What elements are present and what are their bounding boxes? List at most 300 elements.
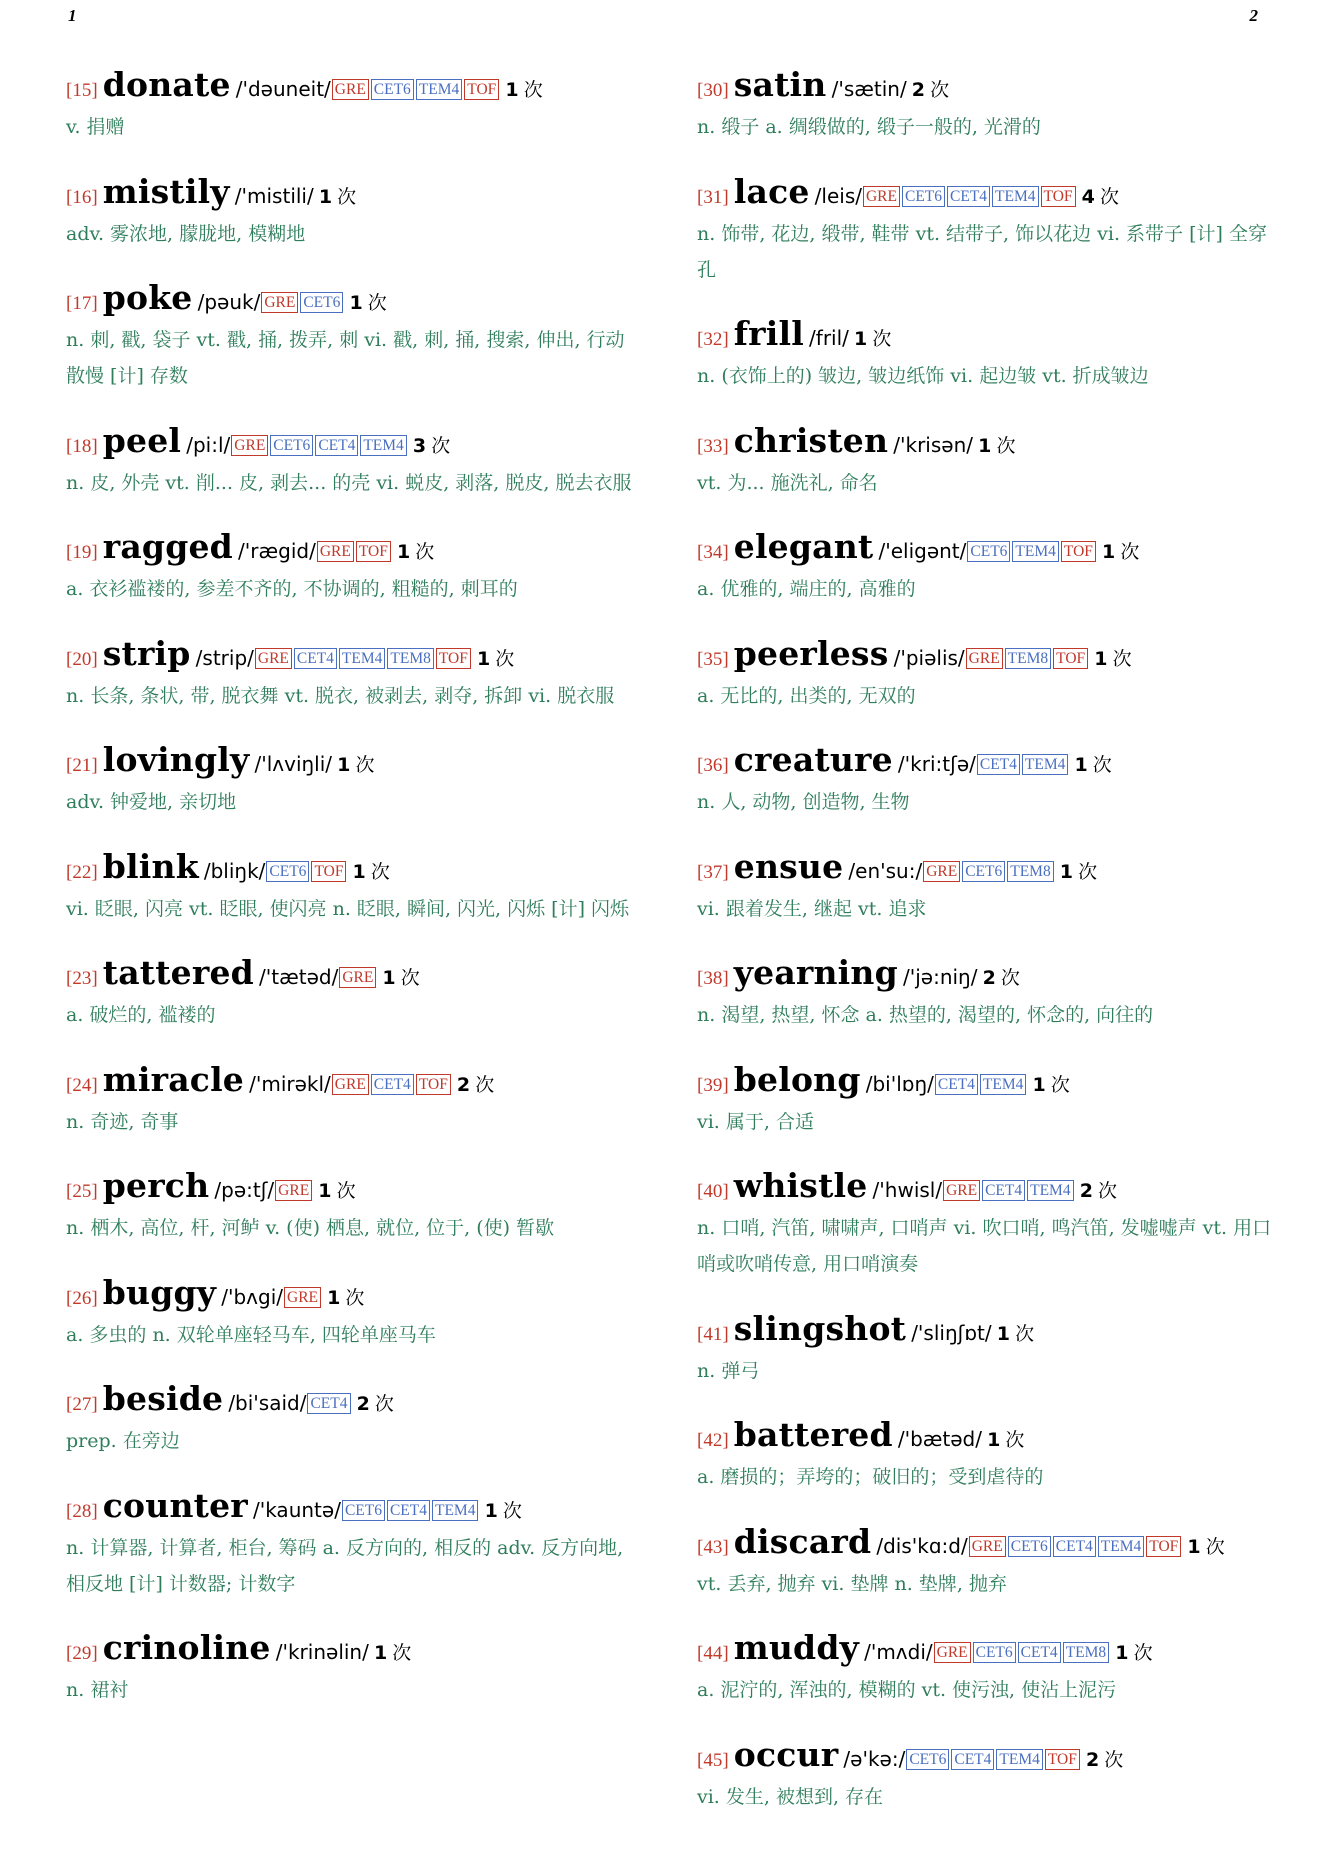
entry-headline — [66, 65, 636, 108]
definition: n. 栖木, 高位, 杆, 河鲈 v. (使) 栖息, 就位, 位于, (使) 暂歇 — [66, 1217, 555, 1239]
phonetic: /'bætəd/ — [897, 1427, 982, 1451]
definition: a. 无比的, 出类的, 无双的 — [697, 684, 916, 707]
headword: muddy — [733, 1628, 859, 1667]
count-suffix: 次 — [475, 1073, 495, 1096]
definition: vt. 丢弃, 抛弃 vi. 垫牌 n. 垫牌, 抛弃 — [697, 1572, 1007, 1595]
phonetic: /'kri:tʃə/ — [897, 752, 976, 776]
definition: a. 磨损的；弄垮的；破旧的；受到虐待的 — [697, 1466, 1044, 1488]
phonetic: /dis'kɑ:d/ — [876, 1533, 968, 1558]
occurrence-count: 1 — [996, 1322, 1010, 1345]
occurrence-count: 1 — [1094, 647, 1108, 670]
headword: battered — [733, 1415, 893, 1454]
phonetic: /'krinəlin/ — [275, 1640, 369, 1664]
definition: vi. 发生, 被想到, 存在 — [697, 1785, 884, 1808]
entry-headline — [697, 1166, 1277, 1209]
phonetic: /pi:l/ — [186, 432, 231, 457]
occurrence-count: 1 — [349, 292, 363, 314]
phonetic: /'tætəd/ — [259, 965, 339, 989]
exam-tag-tem4: TEM4 — [1022, 754, 1068, 775]
phonetic: /'lʌviŋli/ — [254, 752, 333, 776]
exam-tag-tem4: TEM4 — [1098, 1536, 1144, 1557]
definition: n. 奇迹, 奇事 — [66, 1110, 179, 1133]
exam-tag-cet6: CET6 — [1008, 1536, 1051, 1557]
phonetic: /bi'lɒŋ/ — [865, 1071, 934, 1096]
entry-index: [37] — [697, 861, 729, 883]
headword: whistle — [733, 1166, 868, 1205]
entry-headline — [66, 846, 636, 890]
exam-tag-cet4: CET4 — [387, 1500, 430, 1521]
count-suffix: 次 — [1205, 1535, 1225, 1558]
headword: poke — [102, 278, 193, 317]
occurrence-count: 1 — [373, 1642, 388, 1664]
entry-headline — [697, 1734, 1277, 1778]
occurrence-count: 1 — [978, 434, 992, 457]
phonetic: /en'su:/ — [848, 858, 923, 883]
headword: beside — [102, 1379, 224, 1418]
occurrence-count: 1 — [318, 1180, 332, 1202]
occurrence-count: 1 — [1102, 541, 1116, 563]
phonetic: /leis/ — [814, 183, 862, 208]
headword: donate — [102, 65, 231, 104]
count-suffix: 次 — [431, 434, 451, 457]
occurrence-count: 1 — [1032, 1073, 1046, 1096]
entry-index: [24] — [66, 1074, 98, 1096]
exam-tag-gre: GRE — [863, 186, 900, 207]
occurrence-count: 1 — [318, 185, 333, 208]
entry-index: [44] — [697, 1643, 729, 1664]
entry-index: [32] — [697, 329, 729, 350]
entry-headline — [66, 953, 636, 996]
exam-tag-gre: GRE — [275, 1180, 312, 1201]
vocab-entry — [697, 314, 1277, 394]
exam-tag-cet4: CET4 — [1053, 1536, 1096, 1557]
vocab-entry — [697, 1308, 1277, 1389]
entry-index: [16] — [66, 186, 98, 208]
count-suffix: 次 — [367, 292, 387, 314]
count-suffix: 次 — [415, 541, 435, 563]
vocab-entry — [66, 953, 636, 1033]
entry-index: [22] — [66, 861, 98, 883]
count-suffix: 次 — [374, 1393, 394, 1415]
count-suffix: 次 — [495, 647, 515, 670]
occurrence-count: 2 — [1079, 1180, 1093, 1202]
left-column — [66, 65, 636, 1738]
entry-index: [45] — [697, 1749, 729, 1771]
count-suffix: 次 — [1015, 1322, 1035, 1345]
entry-index: [25] — [66, 1181, 98, 1202]
definition: adv. 钟爱地, 亲切地 — [66, 791, 237, 813]
entry-index: [19] — [66, 542, 98, 563]
definition: n. 皮, 外壳 vt. 削... 皮, 剥去... 的壳 vi. 蜕皮, 剥落, 脱皮, 脱去衣服 — [66, 471, 632, 494]
headword: mistily — [102, 171, 230, 211]
entry-index: [15] — [66, 80, 98, 101]
entry-headline — [66, 1166, 636, 1209]
phonetic: /'mʌdi/ — [864, 1640, 933, 1664]
exam-tag-tof: TOF — [311, 861, 346, 882]
count-suffix: 次 — [1000, 967, 1020, 989]
occurrence-count: 2 — [1085, 1748, 1100, 1771]
exam-tag-cet4: CET4 — [315, 435, 358, 456]
headword: perch — [102, 1166, 210, 1205]
exam-tag-tem4: TEM4 — [416, 79, 462, 100]
entry-headline — [66, 1379, 636, 1422]
occurrence-count: 1 — [352, 860, 366, 883]
exam-tag-cet4: CET4 — [371, 1074, 414, 1095]
definition: prep. 在旁边 — [66, 1430, 180, 1452]
exam-tag-tem4: TEM4 — [432, 1500, 478, 1521]
exam-tag-gre: GRE — [231, 435, 268, 456]
entry-index: [34] — [697, 542, 729, 563]
exam-tag-tem4: TEM4 — [1012, 541, 1058, 562]
exam-tag-gre: GRE — [339, 967, 376, 988]
entry-index: [28] — [66, 1500, 98, 1522]
count-suffix: 次 — [1112, 647, 1132, 670]
vocab-entry — [66, 65, 636, 145]
entry-headline — [697, 1521, 1277, 1565]
exam-tag-tem4: TEM4 — [360, 435, 406, 456]
exam-tag-cet4: CET4 — [294, 648, 337, 669]
phonetic: /'krisən/ — [893, 432, 974, 457]
exam-tag-tof: TOF — [1053, 648, 1088, 669]
entry-headline — [697, 171, 1277, 215]
entry-headline — [697, 1628, 1277, 1671]
phonetic: /'mirəkl/ — [249, 1071, 331, 1096]
count-suffix: 次 — [1078, 860, 1098, 883]
entry-headline — [66, 420, 636, 464]
exam-tag-tem4: TEM4 — [996, 1749, 1042, 1770]
vocab-entry — [697, 1521, 1277, 1602]
exam-tag-cet4: CET4 — [982, 1180, 1025, 1201]
phonetic: /bliŋk/ — [203, 858, 266, 883]
phonetic: /'kauntə/ — [252, 1497, 341, 1522]
exam-tag-cet4: CET4 — [951, 1749, 994, 1770]
count-suffix: 次 — [400, 967, 420, 989]
page-number-right: 2 — [1249, 6, 1258, 25]
headword: ragged — [102, 527, 233, 566]
entry-headline — [66, 1272, 636, 1316]
exam-tag-cet6: CET6 — [967, 541, 1010, 562]
phonetic: /pəuk/ — [197, 290, 261, 314]
phonetic: /'dəuneit/ — [235, 77, 331, 101]
vocab-entry — [697, 65, 1277, 145]
vocab-entry — [697, 1734, 1277, 1815]
entry-index: [17] — [66, 293, 98, 314]
headword: christen — [733, 420, 889, 460]
definition: a. 优雅的, 端庄的, 高雅的 — [697, 578, 916, 600]
definition: a. 泥泞的, 浑浊的, 模糊的 vt. 使污浊, 使沾上泥污 — [697, 1679, 1117, 1701]
count-suffix: 次 — [392, 1642, 412, 1664]
exam-tag-tof: TOF — [356, 541, 391, 562]
vocab-entry — [697, 420, 1277, 501]
page-number-left: 1 — [68, 6, 77, 25]
headword: ensue — [733, 846, 844, 886]
vocab-entry — [66, 1059, 636, 1140]
occurrence-count: 1 — [396, 541, 411, 563]
entry-headline — [697, 527, 1277, 570]
exam-tag-gre: GRE — [966, 648, 1003, 669]
exam-tag-gre: GRE — [261, 292, 298, 313]
vocab-entry — [697, 740, 1277, 820]
vocab-entry — [66, 1272, 636, 1353]
vocab-entry — [66, 633, 636, 714]
exam-tag-cet6: CET6 — [973, 1642, 1016, 1663]
count-suffix: 次 — [523, 79, 543, 101]
definition: n. 刺, 戳, 袋子 vt. 戳, 捅, 拨弄, 刺 vi. 戳, 刺, 捅, 搜索, 伸出, 行动散慢 [计] 存数 — [66, 329, 625, 387]
exam-tag-tem8: TEM8 — [1063, 1642, 1109, 1663]
definition: n. 渴望, 热望, 怀念 a. 热望的, 渴望的, 怀念的, 向往的 — [697, 1004, 1154, 1026]
headword: peel — [102, 420, 182, 460]
phonetic: /strip/ — [195, 645, 254, 670]
occurrence-count: 1 — [1059, 860, 1074, 883]
occurrence-count: 2 — [911, 79, 926, 101]
count-suffix: 次 — [996, 434, 1016, 457]
phonetic: /'bʌgi/ — [221, 1284, 283, 1309]
headword: miracle — [102, 1059, 244, 1099]
exam-tag-cet4: CET4 — [1018, 1642, 1061, 1663]
exam-tag-gre: GRE — [317, 541, 354, 562]
definition: vt. 为... 施洗礼, 命名 — [697, 471, 878, 494]
entry-headline — [697, 314, 1277, 357]
definition: n. 缎子 a. 绸缎做的, 缎子一般的, 光滑的 — [697, 116, 1041, 138]
count-suffix: 次 — [1050, 1073, 1070, 1096]
exam-tag-tof: TOF — [464, 79, 499, 100]
headword: frill — [733, 314, 804, 353]
entry-index: [27] — [66, 1394, 98, 1415]
definition: v. 捐赠 — [66, 116, 125, 138]
entry-index: [39] — [697, 1074, 729, 1096]
exam-tag-cet4: CET4 — [977, 754, 1020, 775]
headword: discard — [733, 1521, 872, 1561]
occurrence-count: 3 — [412, 434, 427, 457]
exam-tag-tem8: TEM8 — [387, 648, 433, 669]
entry-headline — [697, 1415, 1277, 1458]
exam-tag-gre: GRE — [332, 1074, 369, 1095]
exam-tag-tem4: TEM4 — [980, 1074, 1026, 1095]
headword: strip — [102, 633, 191, 673]
headword: lace — [733, 171, 810, 211]
count-suffix: 次 — [370, 860, 390, 883]
entry-index: [30] — [697, 80, 729, 101]
entry-index: [33] — [697, 435, 729, 457]
count-suffix: 次 — [1098, 1180, 1118, 1202]
occurrence-count: 1 — [382, 967, 396, 989]
vocab-entry — [66, 846, 636, 927]
headword: belong — [733, 1059, 861, 1099]
headword: creature — [733, 740, 893, 779]
count-suffix: 次 — [1005, 1429, 1025, 1451]
vocab-entry — [66, 1628, 636, 1708]
entry-index: [40] — [697, 1181, 729, 1202]
vocab-entry — [66, 527, 636, 607]
exam-tag-cet4: CET4 — [307, 1393, 350, 1414]
exam-tag-gre: GRE — [332, 79, 369, 100]
definition: n. 长条, 条状, 带, 脱衣舞 vt. 脱衣, 被剥去, 剥夺, 拆卸 vi. 脱衣服 — [66, 684, 615, 707]
entry-headline — [697, 1059, 1277, 1103]
entry-index: [35] — [697, 648, 729, 670]
exam-tag-tem8: TEM8 — [1007, 861, 1053, 882]
phonetic: /'eligənt/ — [878, 539, 967, 563]
phonetic: /'sliŋʃɒt/ — [911, 1320, 992, 1345]
entry-headline — [697, 740, 1277, 783]
vocab-entry — [697, 846, 1277, 927]
phonetic: /ə'kə:/ — [843, 1746, 906, 1771]
occurrence-count: 2 — [356, 1393, 370, 1415]
entry-headline — [697, 420, 1277, 464]
occurrence-count: 1 — [987, 1429, 1001, 1451]
entry-index: [42] — [697, 1430, 729, 1451]
exam-tag-cet6: CET6 — [266, 861, 309, 882]
right-column — [697, 65, 1277, 1844]
count-suffix: 次 — [1120, 541, 1140, 563]
headword: tattered — [102, 953, 254, 992]
entry-index: [18] — [66, 435, 98, 457]
vocab-entry — [697, 171, 1277, 288]
exam-tag-tof: TOF — [436, 648, 471, 669]
definition: n. 口哨, 汽笛, 啸啸声, 口哨声 vi. 吹口哨, 鸣汽笛, 发嘘嘘声 vt. 用口哨或吹哨传意, 用口哨演奏 — [697, 1217, 1272, 1275]
headword: blink — [102, 846, 199, 886]
vocab-entry — [697, 1059, 1277, 1140]
count-suffix: 次 — [502, 1499, 522, 1522]
entry-headline — [66, 1059, 636, 1103]
count-suffix: 次 — [1133, 1642, 1153, 1664]
vocab-entry — [697, 633, 1277, 714]
entry-headline — [66, 1628, 636, 1671]
occurrence-count: 1 — [1187, 1535, 1201, 1558]
headword: peerless — [733, 633, 889, 673]
exam-tag-tem4: TEM4 — [339, 648, 385, 669]
exam-tag-cet4: CET4 — [947, 186, 990, 207]
exam-tag-cet6: CET6 — [270, 435, 313, 456]
exam-tag-tem4: TEM4 — [992, 186, 1038, 207]
exam-tag-cet6: CET6 — [902, 186, 945, 207]
vocab-entry — [697, 1628, 1277, 1708]
headword: yearning — [733, 953, 898, 992]
vocab-entry — [66, 1485, 636, 1602]
entry-headline — [697, 633, 1277, 677]
count-suffix: 次 — [1099, 185, 1119, 208]
definition: n. 裙衬 — [66, 1679, 129, 1701]
definition: vi. 跟着发生, 继起 vt. 追求 — [697, 897, 927, 920]
entry-headline — [697, 1308, 1277, 1352]
entry-index: [36] — [697, 755, 729, 776]
headword: buggy — [102, 1272, 217, 1312]
occurrence-count: 1 — [484, 1499, 498, 1522]
count-suffix: 次 — [872, 328, 892, 350]
entry-headline — [66, 171, 636, 215]
exam-tag-tof: TOF — [1045, 1749, 1080, 1770]
entry-index: [26] — [66, 1287, 98, 1309]
vocab-entry — [66, 278, 636, 394]
count-suffix: 次 — [345, 1286, 365, 1309]
vocab-entry — [66, 420, 636, 501]
occurrence-count: 1 — [1115, 1642, 1129, 1664]
vocab-entry — [66, 740, 636, 820]
count-suffix: 次 — [1092, 754, 1112, 776]
phonetic: /'sætin/ — [831, 77, 907, 101]
exam-tag-tof: TOF — [1146, 1536, 1181, 1557]
count-suffix: 次 — [355, 754, 375, 776]
vocab-entry — [66, 1379, 636, 1459]
exam-tag-gre: GRE — [969, 1536, 1006, 1557]
exam-tag-cet6: CET6 — [300, 292, 343, 313]
exam-tag-gre: GRE — [934, 1642, 971, 1663]
vocab-entry — [66, 171, 636, 252]
definition: a. 多虫的 n. 双轮单座轻马车, 四轮单座马车 — [66, 1323, 436, 1346]
entry-index: [29] — [66, 1643, 98, 1664]
exam-tag-gre: GRE — [923, 861, 960, 882]
exam-tag-cet6: CET6 — [371, 79, 414, 100]
entry-headline — [697, 846, 1277, 890]
exam-tag-gre: GRE — [943, 1180, 980, 1201]
exam-tag-gre: GRE — [284, 1287, 321, 1308]
phonetic: /bi'said/ — [228, 1391, 307, 1415]
exam-tag-tem8: TEM8 — [1005, 648, 1051, 669]
vocab-entry — [697, 527, 1277, 607]
headword: crinoline — [102, 1628, 271, 1667]
entry-index: [31] — [697, 186, 729, 208]
definition: vi. 属于, 合适 — [697, 1110, 814, 1133]
vocab-entry — [697, 1415, 1277, 1495]
headword: satin — [733, 65, 827, 104]
exam-tag-tem4: TEM4 — [1027, 1180, 1073, 1201]
vocab-entry — [697, 953, 1277, 1033]
entry-headline — [66, 740, 636, 783]
phonetic: /'mistili/ — [234, 183, 314, 208]
entry-index: [21] — [66, 755, 98, 776]
definition: vi. 眨眼, 闪亮 vt. 眨眼, 使闪亮 n. 眨眼, 瞬间, 闪光, 闪烁 [计] 闪烁 — [66, 897, 630, 920]
definition: n. 饰带, 花边, 缎带, 鞋带 vt. 结带子, 饰以花边 vi. 系带子 [计] 全穿孔 — [697, 222, 1267, 281]
entry-headline — [697, 953, 1277, 996]
occurrence-count: 1 — [854, 328, 868, 350]
phonetic: /pə:tʃ/ — [214, 1178, 275, 1202]
definition: a. 衣衫褴褛的, 参差不齐的, 不协调的, 粗糙的, 刺耳的 — [66, 578, 518, 600]
headword: occur — [733, 1734, 839, 1774]
exam-tag-gre: GRE — [255, 648, 292, 669]
exam-tag-cet6: CET6 — [342, 1500, 385, 1521]
occurrence-count: 2 — [456, 1073, 471, 1096]
entry-index: [43] — [697, 1536, 729, 1558]
count-suffix: 次 — [337, 185, 357, 208]
exam-tag-cet6: CET6 — [962, 861, 1005, 882]
occurrence-count: 1 — [327, 1286, 341, 1309]
entry-headline — [66, 278, 636, 321]
headword: slingshot — [733, 1308, 907, 1348]
definition: a. 破烂的, 褴褛的 — [66, 1004, 216, 1026]
phonetic: /'piəlis/ — [893, 645, 965, 670]
entry-index: [41] — [697, 1323, 729, 1345]
entry-index: [23] — [66, 968, 98, 989]
entry-headline — [66, 527, 636, 570]
count-suffix: 次 — [1104, 1748, 1124, 1771]
occurrence-count: 2 — [982, 967, 996, 989]
phonetic: /fril/ — [809, 326, 849, 350]
definition: n. 弹弓 — [697, 1359, 760, 1382]
exam-tag-cet6: CET6 — [906, 1749, 949, 1770]
occurrence-count: 4 — [1081, 185, 1095, 208]
definition: n. 人, 动物, 创造物, 生物 — [697, 791, 910, 813]
definition: n. 计算器, 计算者, 柜台, 筹码 a. 反方向的, 相反的 adv. 反方向地, 相反地 [计] 计数器; 计数字 — [66, 1536, 624, 1595]
headword: counter — [102, 1485, 248, 1525]
vocab-entry — [697, 1166, 1277, 1282]
headword: elegant — [733, 527, 874, 566]
definition: n. (衣饰上的) 皱边, 皱边纸饰 vi. 起边皱 vt. 折成皱边 — [697, 365, 1149, 387]
entry-index: [20] — [66, 648, 98, 670]
entry-headline — [66, 1485, 636, 1529]
definition: adv. 雾浓地, 朦胧地, 模糊地 — [66, 222, 306, 245]
entry-headline — [66, 633, 636, 677]
vocab-entry — [66, 1166, 636, 1246]
exam-tag-tof: TOF — [1061, 541, 1096, 562]
